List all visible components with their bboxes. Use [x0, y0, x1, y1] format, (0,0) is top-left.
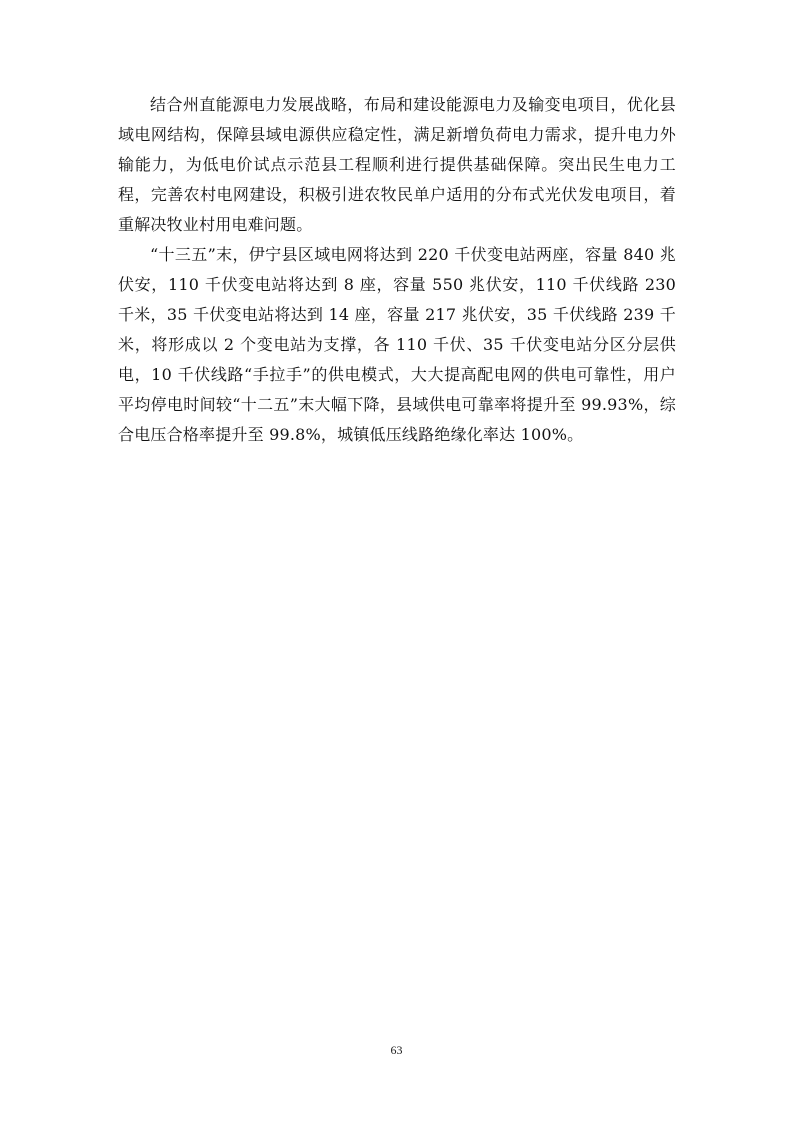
- body-text: [118, 90, 676, 450]
- page-number: 63: [390, 1043, 403, 1057]
- paragraph-grid-targets: “十三五”末，伊宁县区域电网将达到 220 千伏变电站两座，容量 840 兆伏安，110 千伏变电站将达到 8 座，容量 550 兆伏安，110 千伏线路 230 千米，35 千伏变电站将达到 14 座，容量 217 兆伏安，35 千伏线路 239 千米，将形成以 2 个变电站为支撑，各 110 千伏、35 千伏变电站分区分层供电，10 千伏线路“手拉手”的供电模式，大大提高配电网的供电可靠性，用户平均停电时间较“十二五”末大幅下降，县域供电可靠率将提升至 99.93%，综合电压合格率提升至 99.8%，城镇低压线路绝缘化率达 100%。: [118, 245, 676, 444]
- paragraph-power-strategy: 结合州直能源电力发展战略，布局和建设能源电力及输变电项目，优化县域电网结构，保障县域电源供应稳定性，满足新增负荷电力需求，提升电力外输能力，为低电价试点示范县工程顺利进行提供基础保障。突出民生电力工程，完善农村电网建设，积极引进农牧民单户适用的分布式光伏发电项目，着重解决牧业村用电难问题。: [118, 95, 676, 234]
